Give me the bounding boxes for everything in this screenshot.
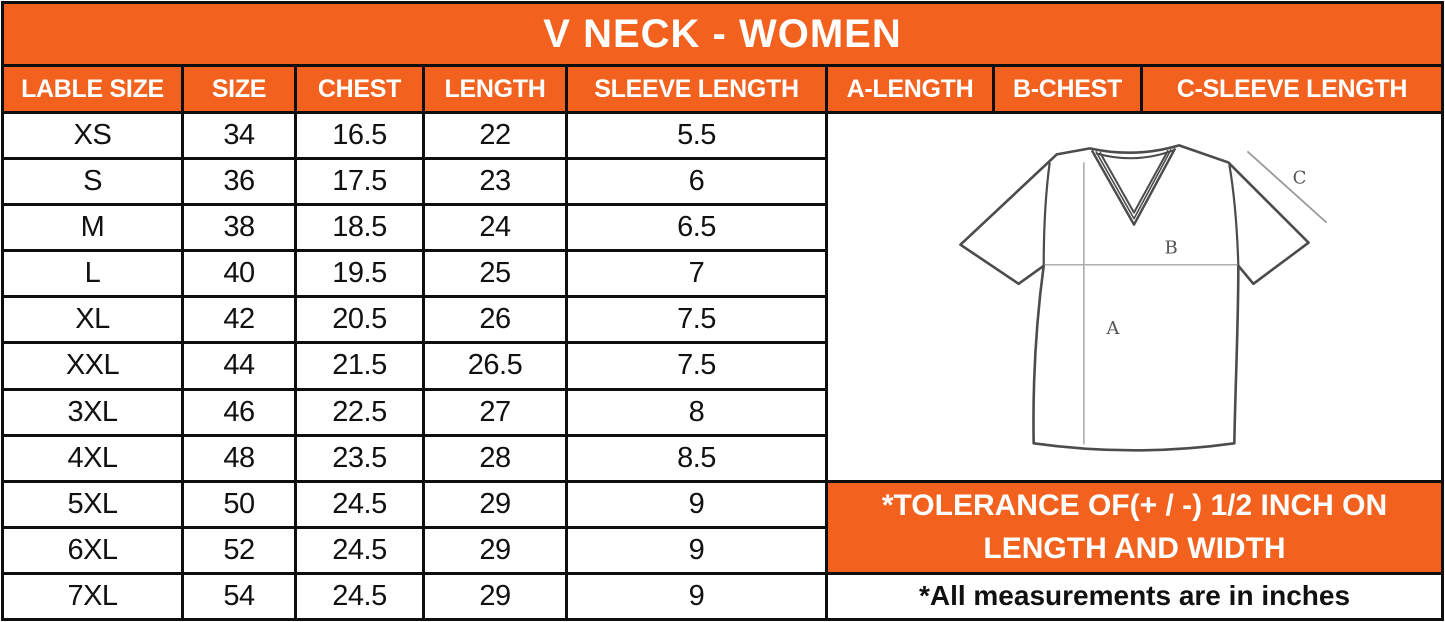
col-header-chest: CHEST bbox=[297, 67, 422, 111]
table-cell: 22.5 bbox=[297, 391, 422, 434]
table-cell: 7 bbox=[568, 252, 825, 295]
table-cell: 42 bbox=[184, 298, 294, 341]
table-cell: 29 bbox=[425, 529, 565, 572]
tolerance-notice bbox=[828, 483, 1441, 572]
table-cell: 6.5 bbox=[568, 206, 825, 249]
table-cell: 7.5 bbox=[568, 344, 825, 387]
size-chart-table bbox=[1, 1, 1444, 621]
table-cell: 21.5 bbox=[297, 344, 422, 387]
table-cell: 9 bbox=[568, 529, 825, 572]
table-cell: 6XL bbox=[4, 529, 181, 572]
table-cell: 34 bbox=[184, 114, 294, 157]
table-cell: 7XL bbox=[4, 575, 181, 618]
table-cell: 8 bbox=[568, 391, 825, 434]
table-cell: 52 bbox=[184, 529, 294, 572]
table-cell: 36 bbox=[184, 160, 294, 203]
table-cell: 19.5 bbox=[297, 252, 422, 295]
table-cell: 9 bbox=[568, 575, 825, 618]
col-header-lable-size: LABLE SIZE bbox=[4, 67, 181, 111]
table-cell: 29 bbox=[425, 483, 565, 526]
table-cell: 26.5 bbox=[425, 344, 565, 387]
table-cell: 38 bbox=[184, 206, 294, 249]
col-header-c-sleeve-length: C-SLEEVE LENGTH bbox=[1143, 67, 1441, 111]
label-b: B bbox=[1164, 237, 1178, 259]
table-cell: 54 bbox=[184, 575, 294, 618]
table-cell: 18.5 bbox=[297, 206, 422, 249]
table-cell: 48 bbox=[184, 437, 294, 480]
table-cell: L bbox=[4, 252, 181, 295]
table-cell: 6 bbox=[568, 160, 825, 203]
tshirt-measurement-drawing bbox=[828, 114, 1441, 480]
page-title: V NECK - WOMEN bbox=[4, 4, 1441, 64]
table-cell: 24.5 bbox=[297, 529, 422, 572]
table-cell: 24 bbox=[425, 206, 565, 249]
table-cell: S bbox=[4, 160, 181, 203]
col-header-b-chest: B-CHEST bbox=[995, 67, 1140, 111]
table-cell: 40 bbox=[184, 252, 294, 295]
table-cell: 23 bbox=[425, 160, 565, 203]
table-cell: 9 bbox=[568, 483, 825, 526]
table-cell: 28 bbox=[425, 437, 565, 480]
col-header-length: LENGTH bbox=[425, 67, 565, 111]
tolerance-line-1: *TOLERANCE OF(+ / -) 1/2 INCH ON bbox=[881, 488, 1388, 522]
table-cell: XS bbox=[4, 114, 181, 157]
table-cell: 44 bbox=[184, 344, 294, 387]
col-header-sleeve-length: SLEEVE LENGTH bbox=[568, 67, 825, 111]
table-cell: 23.5 bbox=[297, 437, 422, 480]
table-cell: 4XL bbox=[4, 437, 181, 480]
table-cell: 26 bbox=[425, 298, 565, 341]
table-cell: 27 bbox=[425, 391, 565, 434]
table-cell: 5.5 bbox=[568, 114, 825, 157]
table-cell: 29 bbox=[425, 575, 565, 618]
table-cell: XL bbox=[4, 298, 181, 341]
table-cell: 16.5 bbox=[297, 114, 422, 157]
measurements-note: *All measurements are in inches bbox=[828, 575, 1441, 618]
table-cell: 3XL bbox=[4, 391, 181, 434]
table-cell: 50 bbox=[184, 483, 294, 526]
col-header-size: SIZE bbox=[184, 67, 294, 111]
tshirt-outline bbox=[960, 145, 1308, 450]
table-cell: M bbox=[4, 206, 181, 249]
table-cell: 20.5 bbox=[297, 298, 422, 341]
table-cell: 46 bbox=[184, 391, 294, 434]
label-c: C bbox=[1292, 167, 1307, 189]
col-header-a-length: A-LENGTH bbox=[828, 67, 992, 111]
shirt-diagram bbox=[828, 114, 1441, 480]
table-cell: XXL bbox=[4, 344, 181, 387]
label-a: A bbox=[1106, 317, 1120, 339]
table-cell: 25 bbox=[425, 252, 565, 295]
table-cell: 24.5 bbox=[297, 575, 422, 618]
table-cell: 7.5 bbox=[568, 298, 825, 341]
table-cell: 22 bbox=[425, 114, 565, 157]
table-cell: 24.5 bbox=[297, 483, 422, 526]
table-cell: 8.5 bbox=[568, 437, 825, 480]
tolerance-line-2: LENGTH AND WIDTH bbox=[983, 532, 1286, 566]
table-cell: 5XL bbox=[4, 483, 181, 526]
table-cell: 17.5 bbox=[297, 160, 422, 203]
